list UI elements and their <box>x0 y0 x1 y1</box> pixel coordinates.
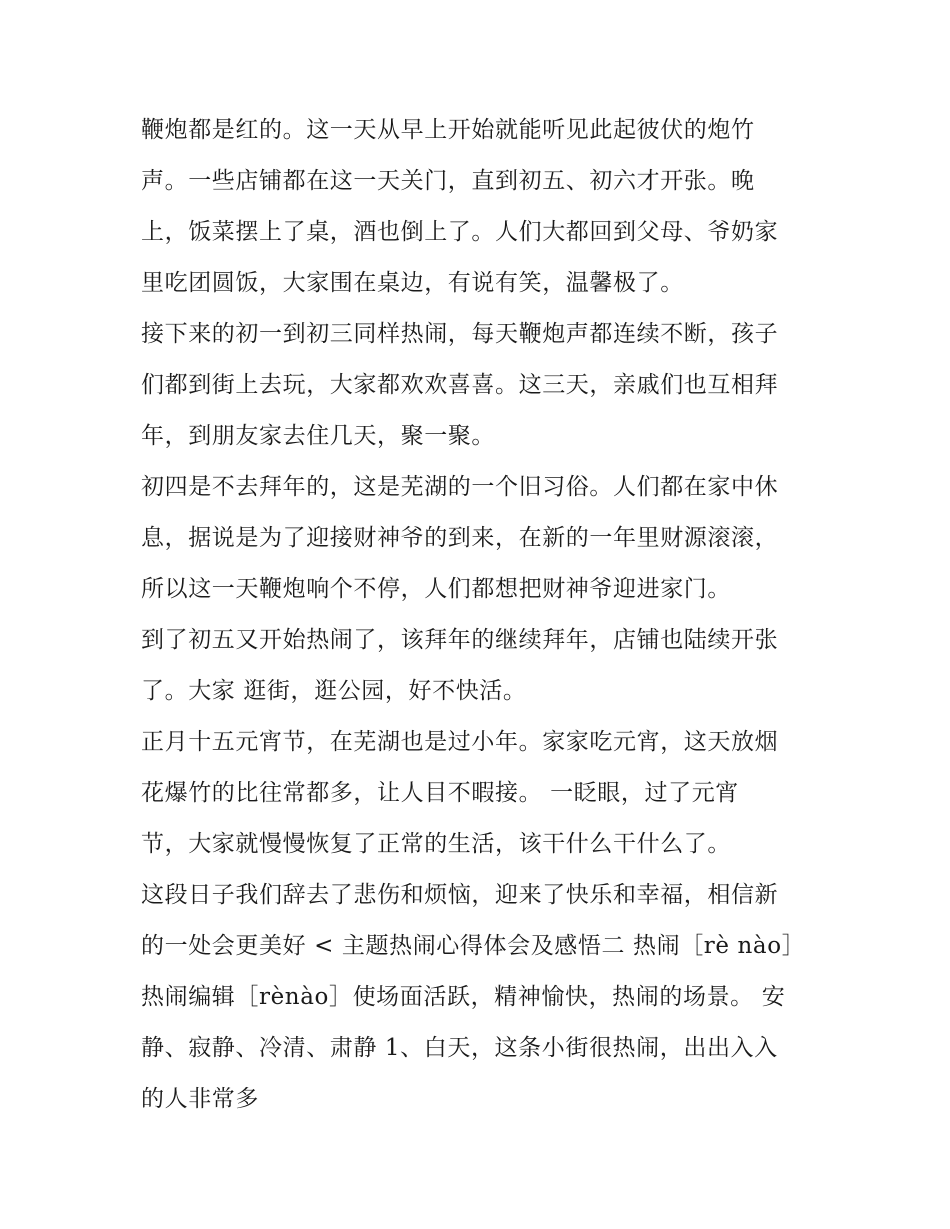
text-line: 正月十五元宵节，在芜湖也是过小年。家家吃元宵，这天放烟 <box>141 729 779 755</box>
text-line: 鞭炮都是红的。这一天从早上开始就能听见此起彼伏的炮竹 <box>141 117 755 143</box>
text-line: 了。大家 逛街，逛公园，好不快活。 <box>141 678 527 704</box>
text-line: 年，到朋友家去住几天，聚一聚。 <box>141 423 495 449</box>
text-line: 息，据说是为了迎接财神爷的到来，在新的一年里财源滚滚， <box>141 525 779 551</box>
text-line: 这段日子我们辞去了悲伤和烦恼，迎来了快乐和幸福，相信新 <box>141 882 779 908</box>
text-line: 们都到街上去玩，大家都欢欢喜喜。这三天，亲戚们也互相拜 <box>141 372 779 398</box>
text-line: 上，饭菜摆上了桌，酒也倒上了。人们大都回到父母、爷奶家 <box>141 219 779 245</box>
text-line: 的一处会更美好 < 主题热闹心得体会及感悟二 热闹［rè nào］ <box>141 933 806 959</box>
text-line: 花爆竹的比往常都多，让人目不暇接。 一眨眼，过了元宵 <box>141 780 739 806</box>
text-line: 初四是不去拜年的，这是芜湖的一个旧习俗。人们都在家中休 <box>141 474 779 500</box>
text-line: 所以这一天鞭炮响个不停，人们都想把财神爷迎进家门。 <box>141 576 731 602</box>
text-line: 的人非常多 <box>141 1086 259 1112</box>
body-text <box>141 110 821 1130</box>
text-line: 接下来的初一到初三同样热闹，每天鞭炮声都连续不断，孩子 <box>141 321 779 347</box>
text-line: 里吃团圆饭，大家围在桌边，有说有笑，温馨极了。 <box>141 270 684 296</box>
text-line: 静、寂静、冷清、肃静 1、白天，这条小街很热闹，出出入入 <box>141 1035 778 1061</box>
text-line: 到了初五又开始热闹了，该拜年的继续拜年，店铺也陆续开张 <box>141 627 779 653</box>
text-line: 节，大家就慢慢恢复了正常的生活，该干什么干什么了。 <box>141 831 731 857</box>
text-line: 声。一些店铺都在这一天关门，直到初五、初六才开张。晚 <box>141 168 755 194</box>
text-line: 热闹编辑［rènào］使场面活跃，精神愉快，热闹的场景。 安 <box>141 984 786 1010</box>
